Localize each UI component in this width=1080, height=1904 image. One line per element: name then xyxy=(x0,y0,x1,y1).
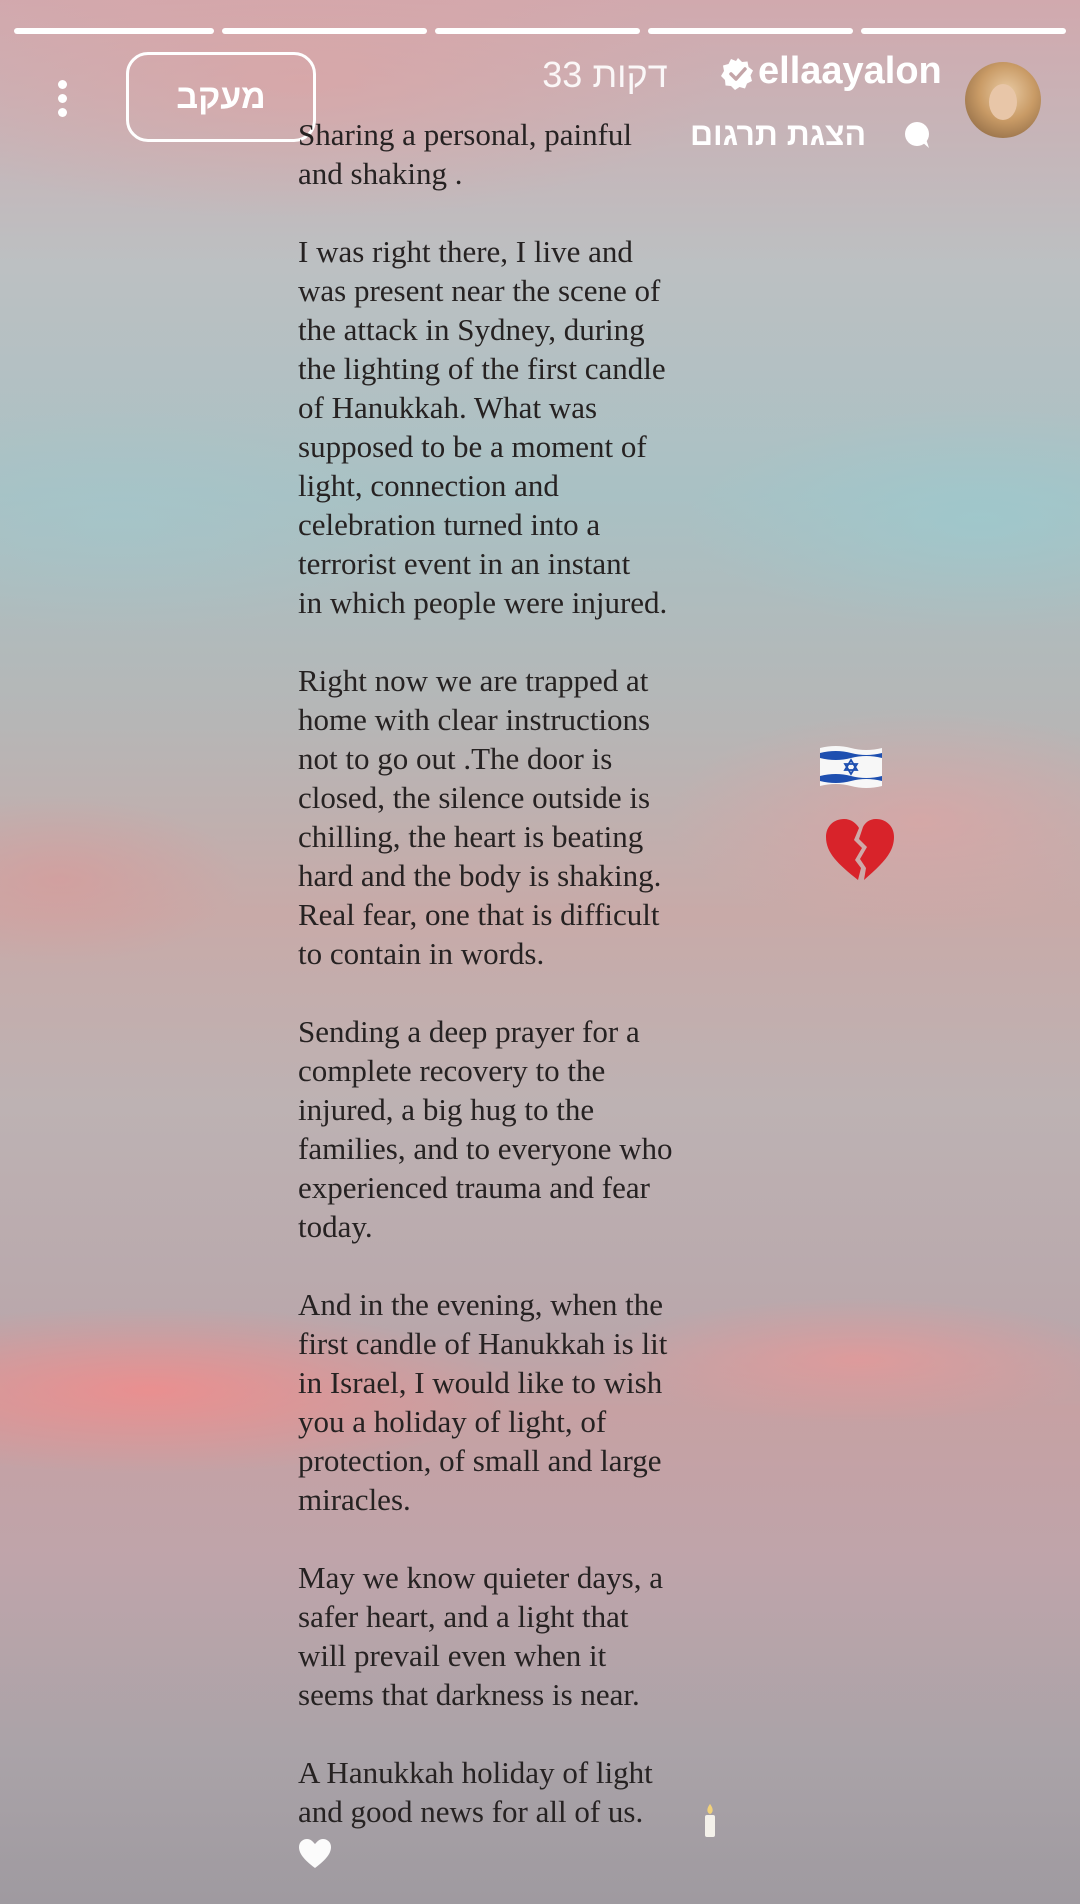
verified-badge-icon xyxy=(720,56,756,92)
more-options-icon[interactable] xyxy=(44,76,80,120)
avatar-face xyxy=(989,84,1017,120)
username[interactable]: ellaayalon xyxy=(758,50,942,92)
progress-segment xyxy=(14,28,214,34)
chat-bubble-icon[interactable] xyxy=(902,120,932,150)
progress-segment xyxy=(435,28,640,34)
paragraph: May we know quieter days, a safer heart, and a light that will prevail even when it seems that darkness is near. xyxy=(298,1560,664,1712)
progress-segment xyxy=(648,28,853,34)
story-text xyxy=(298,115,758,1870)
israel-flag-icon xyxy=(818,744,884,790)
paragraph: And in the evening, when the first candle of Hanukkah is lit in Israel, I would like to wish you a holiday of light, of protection, of small and large miracles. xyxy=(298,1287,668,1517)
white-heart-icon xyxy=(298,1838,332,1870)
paragraph: A Hanukkah holiday of light and good news for all of us. xyxy=(298,1755,653,1829)
progress-segment xyxy=(222,28,427,34)
avatar[interactable] xyxy=(965,62,1041,138)
paragraph: Sharing a personal, painful and shaking . xyxy=(298,117,633,191)
paragraph: Right now we are trapped at home with clear instructions not to go out .The door is closed, the silence outside is chilling, the heart is beating hard and the body is shaking. Real fear, one that is difficult to contain in words. xyxy=(298,663,662,971)
progress-segment xyxy=(861,28,1066,34)
candle-icon xyxy=(697,1802,723,1840)
paragraph: Sending a deep prayer for a complete recovery to the injured, a big hug to the families, and to everyone who experienced trauma and fear today. xyxy=(298,1014,673,1244)
follow-button[interactable]: מעקב xyxy=(126,52,316,142)
paragraph: I was right there, I live and was present near the scene of the attack in Sydney, during the lighting of the first candle of Hanukkah. What was supposed to be a moment of light, connection and celebration turned into a terrorist event in an instant in which people were injured. xyxy=(298,234,668,620)
story-progress-bar xyxy=(14,28,1066,34)
broken-heart-icon xyxy=(824,816,896,884)
post-time: 33 דקות xyxy=(542,54,668,95)
show-translation-link[interactable]: הצגת תרגום xyxy=(690,116,867,152)
